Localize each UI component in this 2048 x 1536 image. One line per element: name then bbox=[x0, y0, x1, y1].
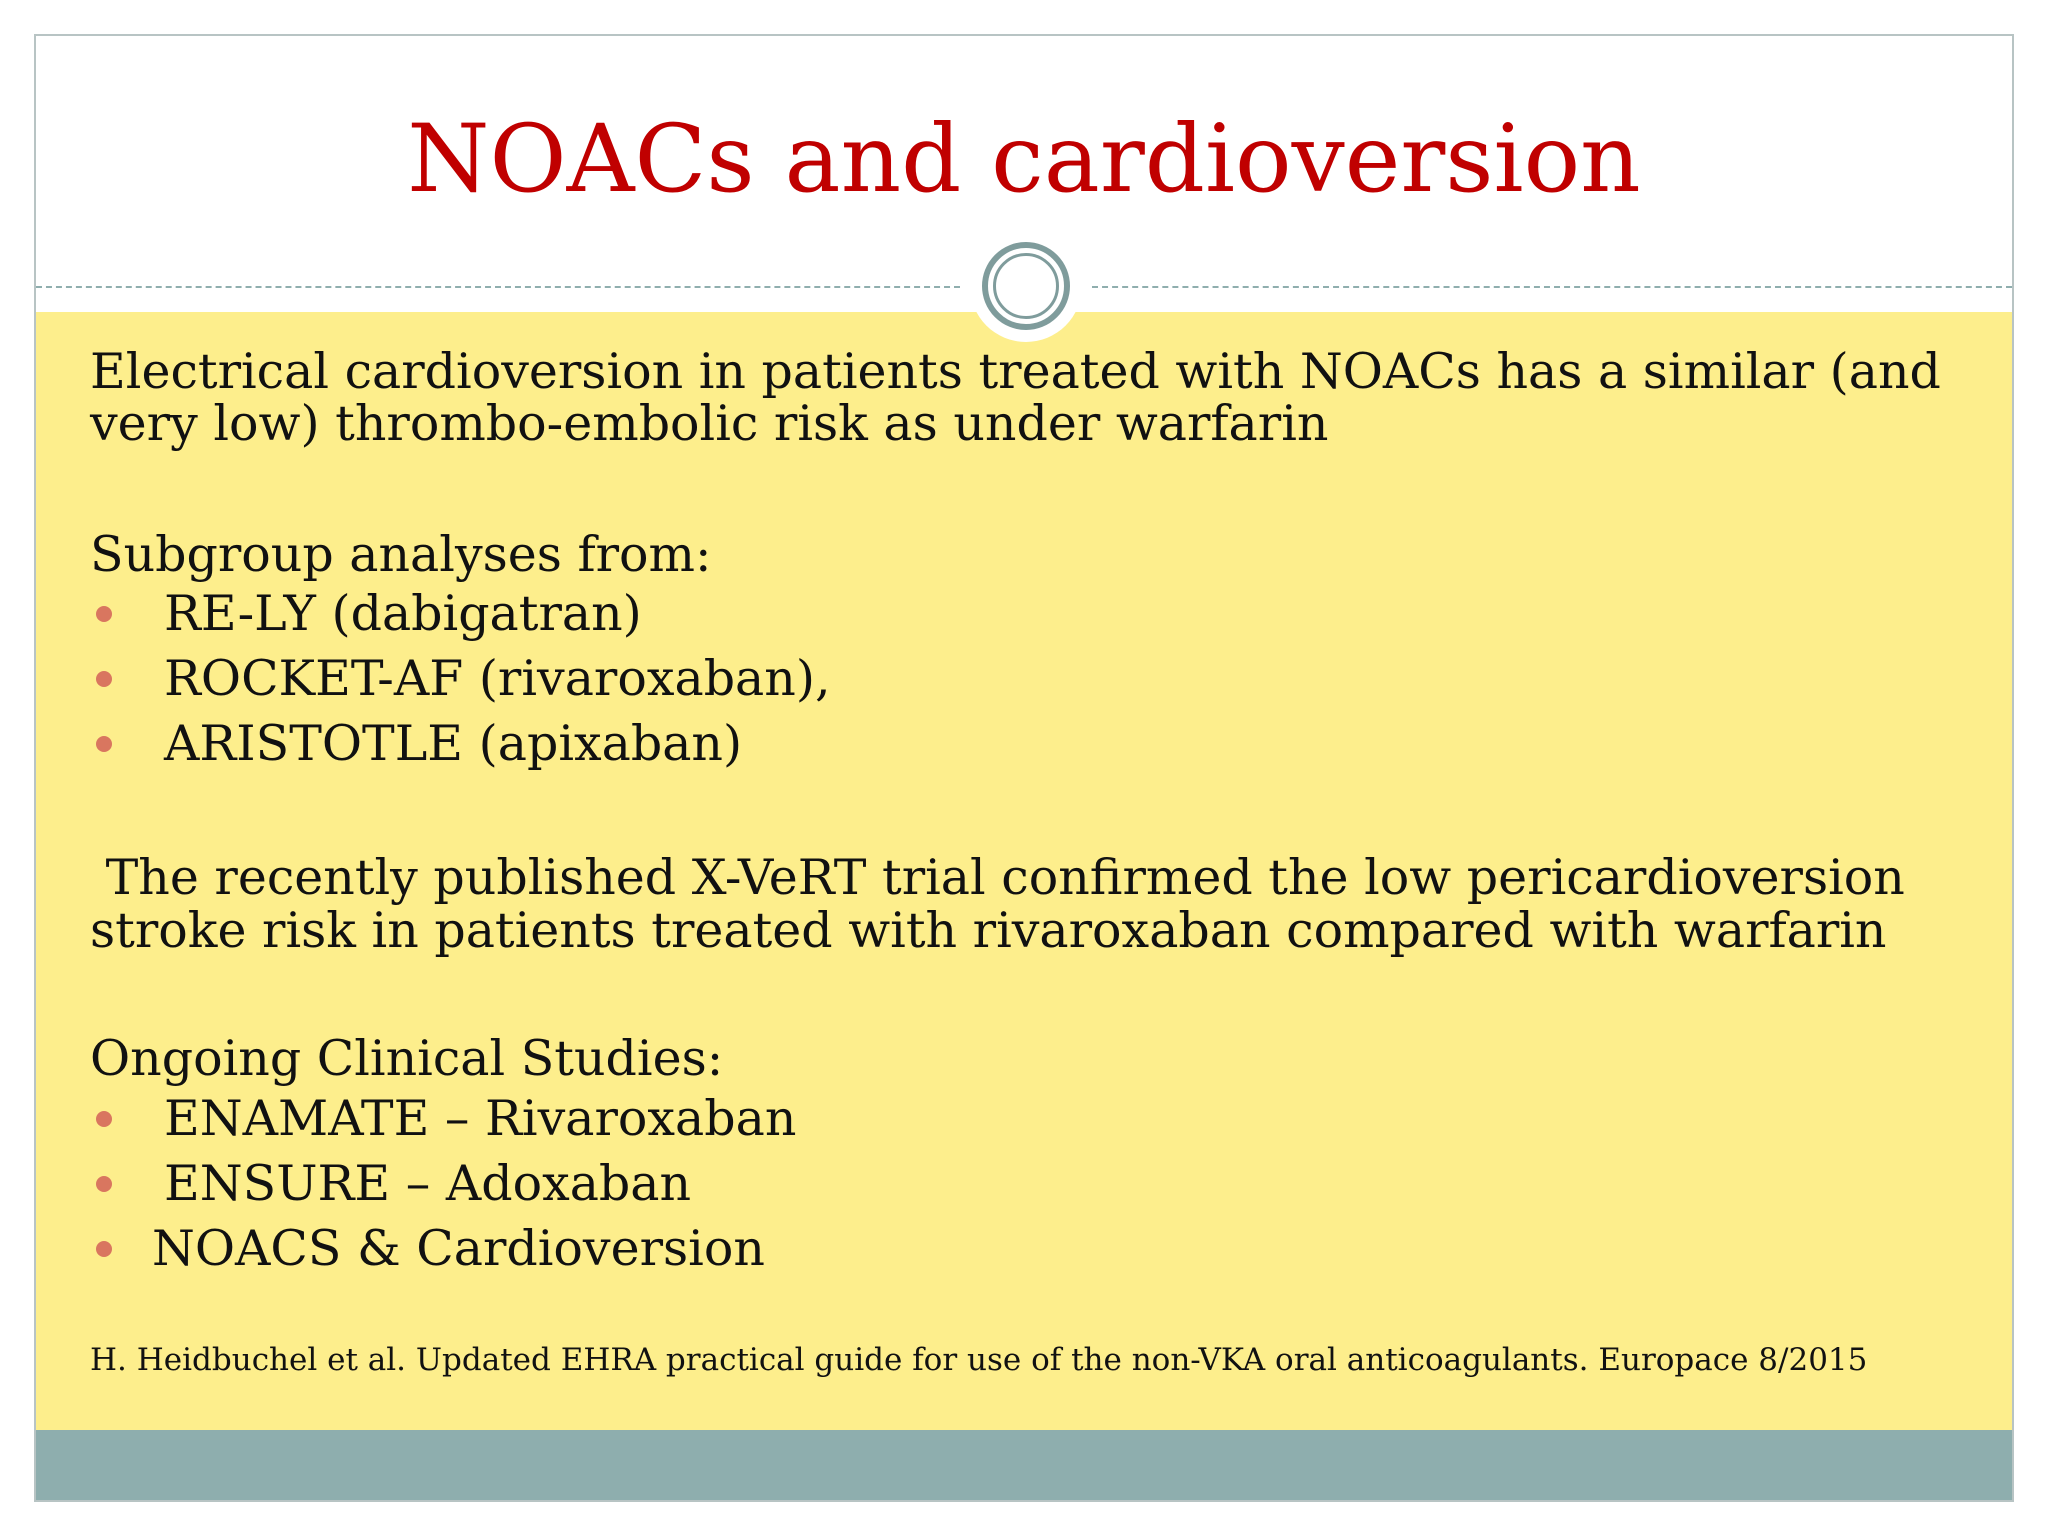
divider-line-right bbox=[1092, 286, 2012, 288]
ongoing-list bbox=[90, 1086, 1972, 1281]
paragraph-cardioversion-risk: Electrical cardioversion in patients treated with NOACs has a similar (and very low) thrombo-embolic risk as under warfarin bbox=[90, 343, 1941, 453]
list-item-text: NOACS & Cardioversion bbox=[152, 1219, 765, 1277]
list-item-text: ARISTOTLE (apixaban) bbox=[164, 715, 743, 773]
ongoing-heading: Ongoing Clinical Studies: bbox=[90, 1030, 724, 1088]
list-item bbox=[90, 646, 1972, 711]
list-item bbox=[90, 711, 1972, 776]
list-item bbox=[90, 1151, 1972, 1216]
slide-body bbox=[90, 343, 1972, 1281]
bullet-icon bbox=[96, 1176, 112, 1192]
list-item-text: ENAMATE – Rivaroxaban bbox=[164, 1089, 797, 1147]
paragraph-xvert-trial: The recently published X-VeRT trial confirmed the low pericardioversion stroke risk in patients treated with rivaroxaban compared with warfarin bbox=[90, 849, 1921, 959]
bullet-icon bbox=[96, 671, 112, 687]
list-item-text: RE-LY (dabigatran) bbox=[164, 585, 642, 643]
list-item-text: ROCKET-AF (rivaroxaban), bbox=[164, 650, 831, 708]
bullet-icon bbox=[96, 1241, 112, 1257]
divider-line-left bbox=[36, 286, 960, 288]
list-item bbox=[90, 581, 1972, 646]
slide bbox=[34, 34, 2014, 1502]
bullet-icon bbox=[96, 1111, 112, 1127]
list-item bbox=[90, 1216, 1972, 1281]
list-item bbox=[90, 1086, 1972, 1151]
slide-title: NOACs and cardioversion bbox=[407, 105, 1641, 214]
footer-bar bbox=[36, 1430, 2012, 1500]
citation: H. Heidbuchel et al. Updated EHRA practical guide for use of the non-VKA oral anticoagulants. Europace 8/2015 bbox=[90, 1342, 1868, 1378]
subgroup-heading: Subgroup analyses from: bbox=[90, 525, 712, 583]
subgroup-list bbox=[90, 581, 1972, 776]
bullet-icon bbox=[96, 606, 112, 622]
list-item-text: ENSURE – Adoxaban bbox=[164, 1154, 692, 1212]
bullet-icon bbox=[96, 736, 112, 752]
circle-ornament-icon bbox=[982, 242, 1070, 330]
